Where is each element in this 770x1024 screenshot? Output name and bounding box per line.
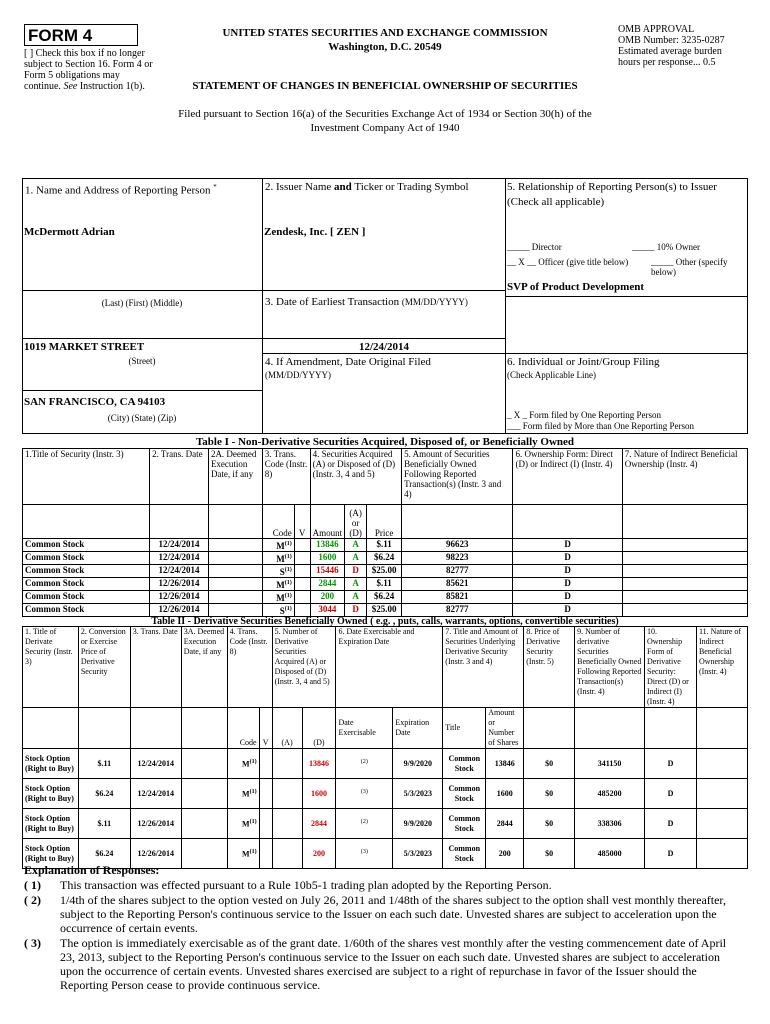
t1-h-acquired: 4. Securities Acquired (A) or Disposed of (D) (Instr. 3, 4 and 5) <box>310 449 401 505</box>
t1-cell-title: Common Stock <box>23 604 150 617</box>
explanation-number: ( 2) <box>24 893 41 907</box>
t1-cell-code-footnote: (1) <box>284 593 292 599</box>
issuer-name: Zendesk, Inc. [ ZEN ] <box>264 226 366 238</box>
city-label: (City) (State) (Zip) <box>107 413 177 423</box>
t1-cell-v <box>294 565 310 578</box>
t1-cell-amount: 3044 <box>310 604 345 617</box>
t2-cell-exercisable <box>336 749 393 779</box>
t1-cell-form: D <box>513 552 622 565</box>
t2-cell-title: Stock Option (Right to Buy) <box>23 809 79 839</box>
t2-cell-deemed <box>181 839 227 869</box>
t1-cell-code: $M^{(1)}$ <box>262 539 294 552</box>
table2-row <box>23 749 748 779</box>
box2-label-and: and <box>334 181 352 193</box>
t2-h-nature: 11. Nature of Indirect Beneficial Ownership (Instr. 4) <box>696 627 747 708</box>
t1-cell-owned: 82777 <box>402 565 513 578</box>
t2-cell-deemed <box>181 779 227 809</box>
table1-row <box>23 539 748 552</box>
box5-sub: (Check all applicable) <box>507 196 605 208</box>
omb-line-1: OMB APPROVAL <box>618 24 695 35</box>
t2-cell-nature <box>696 839 747 869</box>
table1-row <box>23 604 748 617</box>
t2-cell-dprice: $0 <box>524 779 575 809</box>
t2-cell-d: 200 <box>302 839 336 869</box>
t2-cell-code: $M^{(1)}$ <box>227 749 259 779</box>
box2-label-a: 2. Issuer Name <box>265 181 332 193</box>
table1-row <box>23 591 748 604</box>
filing-more-persons[interactable]: ___ Form filed by More than One Reporting Person <box>507 421 694 431</box>
t1-cell-code: $M^{(1)}$ <box>262 552 294 565</box>
t2-cell-form: D <box>645 749 697 779</box>
t1-cell-ad: A <box>345 539 367 552</box>
t2-h-underlying: 7. Title and Amount of Securities Underlying Derivative Security (Instr. 3 and 4) <box>443 627 524 708</box>
t1-cell-v <box>294 578 310 591</box>
table1-row <box>23 565 748 578</box>
t1-cell-amount: 15446 <box>310 565 345 578</box>
t1-cell-form: D <box>513 539 622 552</box>
t2-sub-exercisable: Date Exercisable <box>336 708 393 749</box>
t1-cell-code-footnote: (1) <box>284 541 292 547</box>
explanation-number: ( 1) <box>24 878 41 892</box>
t1-cell-nature <box>622 578 747 591</box>
filing-one-person[interactable]: _ X _ Form filed by One Reporting Person <box>507 410 661 420</box>
t2-cell-code: $M^{(1)}$ <box>227 779 259 809</box>
explanation-text: The option is immediately exercisable as of the grant date. 1/60th of the shares vest monthly after the vesting commencement date of April 23, 2013, subject to the Reporting Person's continuous service to the Issuer on each such date. Unvested shares are subject to acceleration upon the occurrence of certain events. Unvested shares exercised are subject to a right of repurchase in favor of the Issuer should the Reporting Person cease to provide continuous service. <box>60 936 727 992</box>
t1-cell-ad: A <box>345 578 367 591</box>
t2-cell-form: D <box>645 779 697 809</box>
box3-label <box>265 296 505 309</box>
t1-sub-v: V <box>294 505 310 539</box>
explanation-item <box>24 893 744 935</box>
t2-cell-dprice: $0 <box>524 839 575 869</box>
t1-sub-price: Price <box>367 505 402 539</box>
box4-label: 4. If Amendment, Date Original Filed <box>265 356 431 368</box>
t2-cell-owned: 341150 <box>575 749 645 779</box>
t2-cell-code-footnote: (1) <box>249 789 257 796</box>
t2-cell-owned: 338306 <box>575 809 645 839</box>
t1-cell-title: Common Stock <box>23 591 150 604</box>
t2-cell-expiration: 9/9/2020 <box>393 749 443 779</box>
t2-cell-price: $6.24 <box>78 779 130 809</box>
checkbox-note-see: See <box>63 81 78 92</box>
t1-h-title: 1.Title of Security (Instr. 3) <box>23 449 150 505</box>
t2-h-deemed: 3A. Deemed Execution Date, if any <box>181 627 227 708</box>
t1-h-code: 3. Trans. Code (Instr. 8) <box>262 449 310 505</box>
t1-cell-price: $6.24 <box>367 591 402 604</box>
t1-cell-deemed <box>208 552 262 565</box>
box2-label-b: Ticker or Trading Symbol <box>354 181 469 193</box>
omb-approval <box>618 24 758 68</box>
t1-cell-deemed <box>208 539 262 552</box>
t2-sub-d: (D) <box>302 708 336 749</box>
t2-h-owned: 9. Number of derivative Securities Beneficially Owned Following Reported Transaction(s) (Instr. 4) <box>575 627 645 708</box>
t2-cell-expiration: 5/3/2023 <box>393 839 443 869</box>
t2-h-code: 4. Trans. Code (Instr. 8) <box>227 627 272 708</box>
t2-cell-deemed <box>181 809 227 839</box>
t1-cell-price: $.11 <box>367 578 402 591</box>
t2-cell-v <box>259 779 272 809</box>
t1-cell-price: $.11 <box>367 539 402 552</box>
box1-label <box>25 181 260 198</box>
t1-sub-ad: (A) or (D) <box>345 505 367 539</box>
checkbox-note-text: [ ] Check this box if no longer subject to Section 16. Form 4 or Form 5 obligations may continue. <box>24 48 153 92</box>
t2-cell-date: 12/26/2014 <box>130 839 181 869</box>
form-title-box <box>24 24 138 46</box>
filed-line-1: Filed pursuant to Section 16(a) of the Securities Exchange Act of 1934 or Section 30(h) of the <box>178 108 592 120</box>
t1-cell-price: $6.24 <box>367 552 402 565</box>
t2-cell-price: $.11 <box>78 809 130 839</box>
t2-cell-a <box>272 749 302 779</box>
explanation-heading: Explanation of Responses: <box>24 863 160 877</box>
t1-cell-code: $S^{(1)}$ <box>262 565 294 578</box>
t2-cell-dprice: $0 <box>524 809 575 839</box>
t2-cell-exercisable <box>336 779 393 809</box>
t1-cell-nature <box>622 565 747 578</box>
t2-cell-shares: 200 <box>486 839 524 869</box>
box6-label <box>507 356 748 369</box>
t1-cell-owned: 85821 <box>402 591 513 604</box>
t1-cell-deemed <box>208 604 262 617</box>
earliest-transaction-date: 12/24/2014 <box>358 341 410 353</box>
officer-title: SVP of Product Development <box>507 281 644 293</box>
t2-cell-code: $M^{(1)}$ <box>227 809 259 839</box>
t1-cell-form: D <box>513 591 622 604</box>
checkbox-note-instr: Instruction 1(b). <box>79 81 145 92</box>
t2-cell-date: 12/24/2014 <box>130 779 181 809</box>
t2-cell-exercisable-footnote: (2) <box>360 819 368 826</box>
city-state-zip: SAN FRANCISCO, CA 94103 <box>24 396 166 408</box>
t1-cell-amount: 1600 <box>310 552 345 565</box>
box6-sub: (Check Applicable Line) <box>507 370 596 380</box>
t1-cell-code-footnote: (1) <box>284 554 292 560</box>
t2-cell-d: 1600 <box>302 779 336 809</box>
box4-format: (MM/DD/YYYY) <box>265 370 331 380</box>
t2-cell-underlying: Common Stock <box>443 839 486 869</box>
explanation-text: 1/4th of the shares subject to the option vested on July 26, 2011 and 1/48th of the shares subject to the option shall vest monthly thereafter, subject to the Reporting Person's continuous service to the Issuer on each such date. Unvested shares are subject to acceleration upon the occurrence of certain events. <box>60 893 726 935</box>
t1-cell-form: D <box>513 578 622 591</box>
t1-cell-owned: 82777 <box>402 604 513 617</box>
t1-cell-nature <box>622 539 747 552</box>
box6-label-text: 6. Individual or Joint/Group Filing <box>507 356 660 368</box>
t1-cell-date: 12/24/2014 <box>150 539 209 552</box>
t2-cell-underlying: Common Stock <box>443 749 486 779</box>
statement-title: STATEMENT OF CHANGES IN BENEFICIAL OWNERSHIP OF SECURITIES <box>192 80 578 92</box>
t2-cell-code-footnote: (1) <box>249 759 257 766</box>
t2-cell-title: Stock Option (Right to Buy) <box>23 779 79 809</box>
t1-h-deemed: 2A. Deemed Execution Date, if any <box>208 449 262 505</box>
t2-cell-shares: 2844 <box>486 809 524 839</box>
t1-cell-date: 12/26/2014 <box>150 578 209 591</box>
street-address: 1019 MARKET STREET <box>24 341 145 353</box>
rel-other[interactable]: _____ Other (specify below) <box>651 257 728 277</box>
rel-owner[interactable]: _____ 10% Owner <box>632 242 700 252</box>
checkbox-note <box>24 48 154 92</box>
box3-format: (MM/DD/YYYY) <box>401 297 468 307</box>
omb-line-2: OMB Number: 3235-0287 <box>618 35 725 46</box>
t2-cell-form: D <box>645 839 697 869</box>
t1-cell-code: $M^{(1)}$ <box>262 591 294 604</box>
t1-cell-v <box>294 591 310 604</box>
t2-cell-nature <box>696 809 747 839</box>
t1-cell-owned: 98223 <box>402 552 513 565</box>
t2-cell-title: Stock Option (Right to Buy) <box>23 749 79 779</box>
t1-cell-title: Common Stock <box>23 578 150 591</box>
t1-cell-amount: 200 <box>310 591 345 604</box>
t2-cell-exercisable-footnote: (2) <box>360 759 368 766</box>
box5-label: 5. Relationship of Reporting Person(s) to Issuer <box>507 181 717 193</box>
t1-cell-owned: 96623 <box>402 539 513 552</box>
t1-cell-nature <box>622 591 747 604</box>
t1-cell-code-footnote: (1) <box>284 580 292 586</box>
t1-cell-deemed <box>208 591 262 604</box>
t2-cell-a <box>272 839 302 869</box>
table2 <box>22 626 748 869</box>
t1-cell-v <box>294 604 310 617</box>
table1 <box>22 448 748 617</box>
t2-h-dates: 6. Date Exercisable and Expiration Date <box>336 627 443 708</box>
filed-line-2: Investment Company Act of 1940 <box>310 122 460 134</box>
t1-cell-nature <box>622 552 747 565</box>
box1-label-text: 1. Name and Address of Reporting Person <box>25 184 211 197</box>
box2-label <box>265 181 505 194</box>
t1-cell-form: D <box>513 565 622 578</box>
t2-cell-underlying: Common Stock <box>443 779 486 809</box>
t2-h-form: 10. Ownership Form of Derivative Security: Direct (D) or Indirect (I) (Instr. 4) <box>645 627 697 708</box>
t1-h-owned: 5. Amount of Securities Beneficially Owned Following Reported Transaction(s) (Instr. 3 and 4) <box>402 449 513 505</box>
t2-cell-title: Stock Option (Right to Buy) <box>23 839 79 869</box>
t1-cell-amount: 2844 <box>310 578 345 591</box>
t2-cell-d: 2844 <box>302 809 336 839</box>
t1-cell-price: $25.00 <box>367 565 402 578</box>
t1-cell-date: 12/24/2014 <box>150 552 209 565</box>
explanation-text: This transaction was effected pursuant to a Rule 10b5-1 trading plan adopted by the Reporting Person. <box>60 878 552 892</box>
t2-cell-nature <box>696 749 747 779</box>
t2-h-number: 5. Number of Derivative Securities Acquired (A) or Disposed of (D) (Instr. 3, 4 and 5) <box>272 627 336 708</box>
t1-sub-amount: Amount <box>310 505 345 539</box>
explanation-item <box>24 878 744 892</box>
t1-cell-ad: D <box>345 604 367 617</box>
t2-cell-dprice: $0 <box>524 749 575 779</box>
t1-cell-code-footnote: (1) <box>284 567 292 573</box>
t2-h-date: 3. Trans. Date <box>130 627 181 708</box>
t2-cell-exercisable-footnote: (3) <box>360 789 368 796</box>
t1-sub-code: Code <box>262 505 294 539</box>
reporting-person-name: McDermott Adrian <box>24 226 115 238</box>
name-parts-label: (Last) (First) (Middle) <box>101 298 183 308</box>
t2-h-price: 2. Conversion or Exercise Price of Derivative Security <box>78 627 130 708</box>
t2-cell-expiration: 5/3/2023 <box>393 779 443 809</box>
t1-cell-nature <box>622 604 747 617</box>
t2-cell-code: $M^{(1)}$ <box>227 839 259 869</box>
explanation-list <box>24 878 744 993</box>
t1-h-nature: 7. Nature of Indirect Beneficial Ownership (Instr. 4) <box>622 449 747 505</box>
t2-cell-underlying: Common Stock <box>443 809 486 839</box>
t2-cell-v <box>259 839 272 869</box>
box1-label-mark: * <box>213 183 217 191</box>
t2-h-dprice: 8. Price of Derivative Security (Instr. 5) <box>524 627 575 708</box>
t2-sub-code: Code <box>227 708 259 749</box>
t2-cell-owned: 485200 <box>575 779 645 809</box>
table1-row <box>23 578 748 591</box>
t1-cell-code-footnote: (1) <box>284 606 292 612</box>
t1-cell-title: Common Stock <box>23 565 150 578</box>
t2-cell-d: 13846 <box>302 749 336 779</box>
table2-row <box>23 779 748 809</box>
t1-cell-ad: A <box>345 591 367 604</box>
street-label: (Street) <box>128 356 156 366</box>
t2-cell-code-footnote: (1) <box>249 819 257 826</box>
t1-cell-ad: A <box>345 552 367 565</box>
t2-cell-exercisable <box>336 809 393 839</box>
t2-cell-shares: 13846 <box>486 749 524 779</box>
t1-cell-amount: 13846 <box>310 539 345 552</box>
explanation-item <box>24 936 744 992</box>
table2-title: Table II - Derivative Securities Beneficially Owned ( e.g. , puts, calls, warrants, options, convertible securities) <box>151 616 619 627</box>
t1-cell-code: $S^{(1)}$ <box>262 604 294 617</box>
t2-cell-code-footnote: (1) <box>249 849 257 856</box>
t2-sub-expiration: Expiration Date <box>393 708 443 749</box>
agency-city: Washington, D.C. 20549 <box>328 41 442 53</box>
t2-sub-amount: Amount or Number of Shares <box>486 708 524 749</box>
t2-cell-owned: 485000 <box>575 839 645 869</box>
agency-name: UNITED STATES SECURITIES AND EXCHANGE COMMISSION <box>222 27 548 39</box>
t2-sub-title: Title <box>443 708 486 749</box>
t2-cell-exercisable <box>336 839 393 869</box>
omb-line-3: Estimated average burden <box>618 46 722 57</box>
t1-cell-owned: 85621 <box>402 578 513 591</box>
omb-line-4: hours per response... 0.5 <box>618 57 716 68</box>
table2-row <box>23 809 748 839</box>
explanation-number: ( 3) <box>24 936 41 950</box>
t1-cell-date: 12/24/2014 <box>150 565 209 578</box>
t1-cell-code: $M^{(1)}$ <box>262 578 294 591</box>
t1-cell-form: D <box>513 604 622 617</box>
t2-cell-a <box>272 779 302 809</box>
box3-label-text: 3. Date of Earliest Transaction <box>265 296 400 308</box>
t1-cell-deemed <box>208 565 262 578</box>
form-title: FORM 4 <box>28 26 93 45</box>
t2-cell-date: 12/24/2014 <box>130 749 181 779</box>
t1-cell-v <box>294 539 310 552</box>
t2-cell-price: $.11 <box>78 749 130 779</box>
t2-cell-deemed <box>181 749 227 779</box>
t2-cell-v <box>259 809 272 839</box>
table1-row <box>23 552 748 565</box>
t2-cell-nature <box>696 779 747 809</box>
rel-officer[interactable]: __ X __ Officer (give title below) <box>507 257 629 267</box>
t1-cell-ad: D <box>345 565 367 578</box>
t2-sub-a: (A) <box>272 708 302 749</box>
rel-director[interactable]: _____ Director <box>507 242 562 252</box>
t2-cell-a <box>272 809 302 839</box>
table1-title: Table I - Non-Derivative Securities Acquired, Disposed of, or Beneficially Owned <box>195 436 575 448</box>
t2-cell-shares: 1600 <box>486 779 524 809</box>
t1-h-date: 2. Trans. Date <box>150 449 209 505</box>
t1-cell-title: Common Stock <box>23 539 150 552</box>
t2-cell-exercisable-footnote: (3) <box>360 849 368 856</box>
t2-cell-price: $6.24 <box>78 839 130 869</box>
t1-cell-price: $25.00 <box>367 604 402 617</box>
t1-cell-date: 12/26/2014 <box>150 591 209 604</box>
t1-h-form: 6. Ownership Form: Direct (D) or Indirect (I) (Instr. 4) <box>513 449 622 505</box>
t2-cell-date: 12/26/2014 <box>130 809 181 839</box>
t1-cell-date: 12/26/2014 <box>150 604 209 617</box>
t1-cell-v <box>294 552 310 565</box>
t2-cell-expiration: 9/9/2020 <box>393 809 443 839</box>
t2-cell-form: D <box>645 809 697 839</box>
t2-sub-v: V <box>259 708 272 749</box>
t2-cell-v <box>259 749 272 779</box>
t2-h-title: 1. Title of Derivate Security (Instr. 3) <box>23 627 79 708</box>
t1-cell-deemed <box>208 578 262 591</box>
t1-cell-title: Common Stock <box>23 552 150 565</box>
